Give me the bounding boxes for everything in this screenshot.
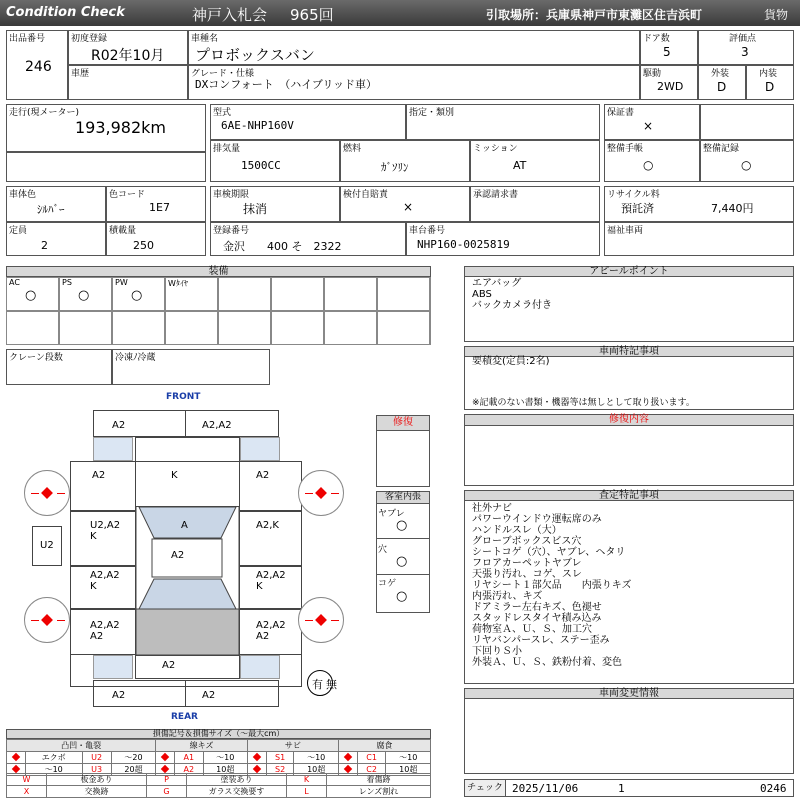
displacement-label: 排気量 — [213, 144, 241, 154]
hood-left-damage: A2 — [92, 470, 106, 481]
mileage-value: 193,982km — [75, 118, 167, 137]
appeal-line: エアバッグ — [472, 278, 522, 289]
equipment-cell — [218, 277, 271, 311]
legend-cell: A1 — [175, 752, 203, 764]
front-left-light — [93, 437, 133, 461]
rear-label: REAR — [171, 712, 198, 722]
fuel-value: ｶﾞｿﾘﾝ — [381, 161, 409, 174]
header-bar — [0, 0, 800, 26]
score-label: 評価点 — [729, 34, 757, 44]
equipment-cell — [324, 311, 377, 345]
left-quarter-damage: A2,A2 A2 — [90, 620, 120, 642]
hood-right-panel — [239, 461, 302, 511]
fuel-cell — [340, 140, 470, 182]
score-cell — [698, 30, 794, 65]
cabin-item-hole-mark: ○ — [396, 554, 408, 569]
first-reg-label: 初度登録 — [71, 34, 108, 44]
auction-name: 神戸入札会 — [192, 6, 268, 24]
fuel-label: 燃料 — [343, 144, 362, 154]
inspection-cell — [210, 186, 340, 222]
history-cell — [68, 65, 188, 100]
legend-cell: ～10 — [386, 752, 431, 764]
designation-label: 指定・類別 — [409, 108, 455, 118]
legend-table — [6, 739, 431, 776]
legend-cell: ～20 — [111, 752, 155, 764]
mileage-label: 走行(現メーター) — [9, 108, 80, 118]
legend-code: P — [147, 774, 187, 786]
legend-dent-header: 凸凹・亀裂 — [7, 740, 156, 752]
legend-cell: ～10 — [203, 752, 247, 764]
legend-cell: S2 — [266, 764, 294, 776]
lot-cell — [6, 30, 68, 100]
mission-label: ミッション — [473, 144, 518, 154]
check-label: チェック — [464, 779, 506, 797]
interior-label: 内装 — [759, 69, 778, 79]
rear-window-shape — [139, 579, 236, 609]
check-date: 2025/11/06 — [512, 782, 579, 795]
legend-code: K — [287, 774, 327, 786]
legend-cell: ～10 — [25, 764, 82, 776]
exterior-label: 外装 — [711, 69, 730, 79]
legend-cell: 10超 — [203, 764, 247, 776]
equipment-label: Wﾀｲﾔ — [168, 279, 188, 288]
assessment-line: ハンドルスレ（大） — [472, 525, 562, 536]
assessment-lines — [472, 503, 632, 668]
rear-left-door-damage: A2,A2 K — [90, 570, 120, 592]
cabin-item-burn-label: コゲ — [378, 579, 397, 589]
cabin-divider-1 — [376, 538, 430, 539]
vehicle-name: プロボックスバン — [195, 46, 315, 64]
spare-present: 有 — [312, 678, 323, 691]
assessment-line: スタッドレスタイヤ積み込み — [472, 613, 602, 624]
legend-cell: ～10 — [294, 752, 338, 764]
assessment-line: 荷物室Ａ、Ｕ、Ｓ、加工穴 — [472, 624, 592, 635]
manual-label: 整備手帳 — [607, 144, 644, 154]
equipment-cell — [6, 277, 59, 311]
legend-diamond-icon — [156, 752, 175, 764]
chassis-cell — [406, 222, 600, 256]
roof-shape — [152, 539, 222, 577]
mileage-cell — [6, 104, 206, 152]
assessment-line: リヤシート１部欠品 内張りキズ — [472, 580, 632, 591]
displacement-cell — [210, 140, 340, 182]
assessment-line: フロアカーペットヤブレ — [472, 558, 582, 569]
brand-title: Condition Check — [6, 5, 125, 20]
capacity-cell — [6, 222, 106, 256]
recycle-status: 預託済 — [621, 202, 654, 215]
load-value: 250 — [133, 239, 154, 252]
cabin-item-tear-label: ヤブレ — [378, 509, 405, 519]
mission-value: AT — [513, 159, 527, 172]
model-value: 6AE-NHP160V — [221, 119, 294, 132]
reg-cell — [210, 222, 406, 256]
assessment-line: 下回りＳ小 — [472, 646, 522, 657]
legend-cell: 10超 — [294, 764, 338, 776]
color-code-value: 1E7 — [149, 201, 170, 214]
freezer-label: 冷凍ﾉ冷蔵 — [115, 353, 156, 363]
blank-cell — [6, 152, 206, 182]
change-info-box — [464, 688, 794, 774]
doors-value: 5 — [663, 45, 671, 59]
legend-code-desc: 塗装あり — [187, 774, 287, 786]
assessment-line: 外装Ａ、Ｕ、Ｓ、鉄粉付着、変色 — [472, 657, 622, 668]
rear-bumper-divider — [185, 680, 186, 707]
color-code-label: 色コード — [109, 190, 146, 200]
crane-cell — [6, 349, 112, 385]
designation-cell — [406, 104, 600, 140]
mission-cell — [470, 140, 600, 182]
change-info-title: 車両変更情報 — [464, 688, 794, 699]
lot-number: 246 — [25, 59, 52, 75]
windshield-damage: A — [181, 520, 188, 531]
legend-diamond-icon — [7, 752, 26, 764]
load-cell — [106, 222, 206, 256]
legend-cell: 10超 — [386, 764, 431, 776]
front-left-damage: A2 — [112, 420, 126, 431]
roof-damage: A2 — [171, 550, 185, 561]
equipment-cell — [165, 311, 218, 345]
special-line: 要積変(定員:2名) — [472, 356, 550, 367]
first-reg-value: R02年10月 — [91, 48, 165, 64]
front-right-door-damage: A2,K — [256, 520, 279, 531]
special-title: 車両特記事項 — [464, 346, 794, 357]
name-label: 車種名 — [191, 34, 219, 44]
legend-cell: C2 — [357, 764, 386, 776]
exterior-value: D — [717, 80, 727, 94]
cargo-floor-shape — [136, 609, 239, 655]
approval-cell — [470, 186, 600, 222]
manual-value: ○ — [643, 158, 654, 172]
special-note: ※記載のない書類・機器等は無しとして取り扱います。 — [472, 398, 695, 408]
equipment-cell — [271, 277, 324, 311]
insurance-label: 検付自賠責 — [343, 190, 389, 200]
assessment-line: ドアミラー左右キズ、色褪せ — [472, 602, 602, 613]
equipment-title: 装備 — [6, 266, 431, 277]
equipment-cell — [377, 311, 430, 345]
appeal-lines — [472, 278, 552, 311]
model-label: 型式 — [213, 108, 232, 118]
legend-code-desc: 交換跡 — [47, 786, 147, 798]
legend-cell: 20超 — [111, 764, 155, 776]
cabin-item-tear-mark: ○ — [396, 518, 408, 533]
rear-bumper-right-damage: A2 — [202, 690, 216, 701]
freezer-cell — [112, 349, 270, 385]
doors-cell — [640, 30, 698, 65]
drive-value: 2WD — [657, 80, 684, 93]
record-label: 整備記録 — [703, 144, 740, 154]
legend-rust-header: サビ — [247, 740, 338, 752]
equipment-cell — [59, 311, 112, 345]
rear-gate — [135, 655, 240, 679]
rear-bumper-left-damage: A2 — [112, 690, 126, 701]
hood-damage: K — [171, 470, 178, 481]
legend-cell: C1 — [357, 752, 386, 764]
pickup-location: 引取場所：兵庫県神戸市東灘区住吉浜町 — [486, 8, 703, 22]
legend-code-desc: ガラス交換要す — [187, 786, 287, 798]
hood-left-panel — [70, 461, 136, 511]
doors-label: ドア数 — [643, 34, 670, 44]
capacity-label: 定員 — [9, 226, 28, 236]
right-quarter-damage: A2,A2 A2 — [256, 620, 286, 642]
hood-right-damage: A2 — [256, 470, 270, 481]
legend-title: 損傷記号＆損傷サイズ（～最大cm） — [6, 729, 431, 739]
assessment-line: パワーウインドウ運転席のみ — [472, 514, 602, 525]
name-cell — [188, 30, 640, 65]
recycle-fee: 7,440円 — [711, 202, 754, 215]
front-right-tire-icon — [298, 470, 344, 516]
check-lot: 0246 — [760, 782, 787, 795]
inspection-value: 抹消 — [243, 202, 268, 216]
assessment-line: リヤバンパースレ、ステー歪み — [472, 635, 610, 646]
rear-right-tire-icon — [298, 597, 344, 643]
inspection-label: 車検期限 — [213, 190, 250, 200]
grade-label: グレード・仕様 — [191, 69, 255, 79]
equipment-mark: ○ — [25, 288, 37, 303]
legend-scratch-header: 線キズ — [156, 740, 248, 752]
equipment-cell — [271, 311, 324, 345]
chassis-label: 車台番号 — [409, 226, 446, 236]
equipment-cell — [165, 277, 218, 311]
lot-label: 出品番号 — [9, 34, 46, 44]
repair-title: 修復 — [376, 415, 430, 431]
front-left-tire-icon — [24, 470, 70, 516]
legend-corrosion-header: 腐食 — [338, 740, 430, 752]
drive-cell — [640, 65, 698, 100]
cabin-divider-2 — [376, 574, 430, 575]
rear-right-door-damage: A2,A2 K — [256, 570, 286, 592]
appeal-line: バックカメラ付き — [472, 300, 552, 311]
equipment-cell — [59, 277, 112, 311]
legend-codes-table — [6, 773, 431, 798]
legend-cell: U2 — [82, 752, 111, 764]
assessment-title: 査定特記事項 — [464, 490, 794, 501]
manual-cell — [604, 140, 700, 182]
capacity-value: 2 — [41, 239, 48, 252]
assessment-line: シートコゲ（穴）、ヤブレ、ヘタリ — [472, 547, 626, 558]
rear-left-light — [93, 655, 133, 679]
equipment-cell — [377, 277, 430, 311]
displacement-value: 1500CC — [241, 159, 281, 172]
welfare-cell — [604, 222, 794, 256]
color-cell — [6, 186, 106, 222]
hood-panel — [135, 437, 240, 507]
equipment-mark: ○ — [131, 288, 143, 303]
color-code-cell — [106, 186, 206, 222]
record-cell — [700, 140, 794, 182]
crane-label: クレーン段数 — [9, 353, 63, 363]
load-label: 積載量 — [109, 226, 137, 236]
front-right-light — [240, 437, 280, 461]
equipment-label: PW — [115, 278, 128, 287]
equipment-label: PS — [62, 278, 72, 287]
legend-code: W — [7, 774, 47, 786]
insurance-value: × — [403, 200, 414, 214]
legend-cell: S1 — [266, 752, 294, 764]
equipment-cell — [324, 277, 377, 311]
equipment-mark: ○ — [78, 288, 90, 303]
warranty-value: × — [643, 119, 654, 133]
score-value: 3 — [741, 45, 749, 59]
equipment-cell — [112, 277, 165, 311]
assessment-line: 社外ナビ — [472, 503, 512, 514]
chassis-value: NHP160-0025819 — [417, 238, 510, 251]
equipment-label: AC — [9, 278, 20, 287]
assessment-line: 内張汚れ、キズ — [472, 591, 543, 602]
legend-code: X — [7, 786, 47, 798]
interior-cell — [746, 65, 794, 100]
color-value: ｼﾙﾊﾞｰ — [37, 203, 65, 216]
appeal-line: ABS — [472, 289, 492, 300]
assessment-line: 天張り汚れ、コゲ、スレ — [472, 569, 582, 580]
front-right-damage: A2,A2 — [202, 420, 232, 431]
recycle-cell — [604, 186, 794, 222]
welfare-label: 福祉車両 — [607, 226, 644, 236]
warranty-label: 保証書 — [607, 108, 635, 118]
equipment-cell — [6, 311, 59, 345]
equipment-cell — [218, 311, 271, 345]
appeal-title: アピールポイント — [464, 266, 794, 277]
front-label: FRONT — [166, 392, 201, 402]
spare-none: 無 — [326, 678, 337, 691]
legend-cell: U3 — [82, 764, 111, 776]
model-cell — [210, 104, 406, 140]
legend-diamond-icon — [247, 752, 266, 764]
legend-code-desc: 板金あり — [47, 774, 147, 786]
legend-code: G — [147, 786, 187, 798]
reg-label: 登録番号 — [213, 226, 250, 236]
auction-round: 965回 — [290, 6, 334, 24]
grade-value: DXコンフォート （ハイブリッド車） — [195, 78, 377, 91]
cabin-item-burn-mark: ○ — [396, 589, 408, 604]
legend-code-desc: 着傷跡 — [327, 774, 431, 786]
cabin-item-hole-label: 穴 — [378, 545, 388, 555]
legend-code-desc: レンズ割れ — [327, 786, 431, 798]
exterior-cell — [698, 65, 746, 100]
warranty-cell — [604, 104, 700, 140]
drive-label: 駆動 — [643, 69, 662, 79]
history-label: 車歴 — [71, 69, 90, 79]
front-bumper-divider — [185, 410, 186, 437]
rear-left-tire-icon — [24, 597, 70, 643]
rear-right-light — [240, 655, 280, 679]
interior-value: D — [765, 80, 775, 94]
legend-code: L — [287, 786, 327, 798]
insurance-cell — [340, 186, 470, 222]
side-panel-damage: U2 — [40, 540, 54, 551]
color-label: 車体色 — [9, 190, 37, 200]
rear-gate-damage: A2 — [162, 660, 176, 671]
reg-value: 金沢 400 そ 2322 — [223, 240, 342, 253]
warranty-blank — [700, 104, 794, 140]
record-value: ○ — [741, 158, 752, 172]
legend-cell: A2 — [175, 764, 203, 776]
cabin-title: 客室内張 — [376, 491, 430, 504]
repair-detail-title: 修復内容 — [464, 414, 794, 426]
recycle-label: リサイクル料 — [607, 190, 660, 200]
front-left-door-damage: U2,A2 K — [90, 520, 121, 542]
equipment-cell — [112, 311, 165, 345]
first-reg-cell — [68, 30, 188, 65]
approval-label: 承認請求書 — [473, 190, 519, 200]
check-number: 1 — [618, 782, 625, 795]
assessment-line: グローブボックスビス穴 — [472, 536, 582, 547]
legend-diamond-icon — [338, 752, 357, 764]
legend-cell: エクボ — [25, 752, 82, 764]
grade-cell — [188, 65, 640, 100]
vehicle-category: 貨物 — [764, 8, 789, 22]
